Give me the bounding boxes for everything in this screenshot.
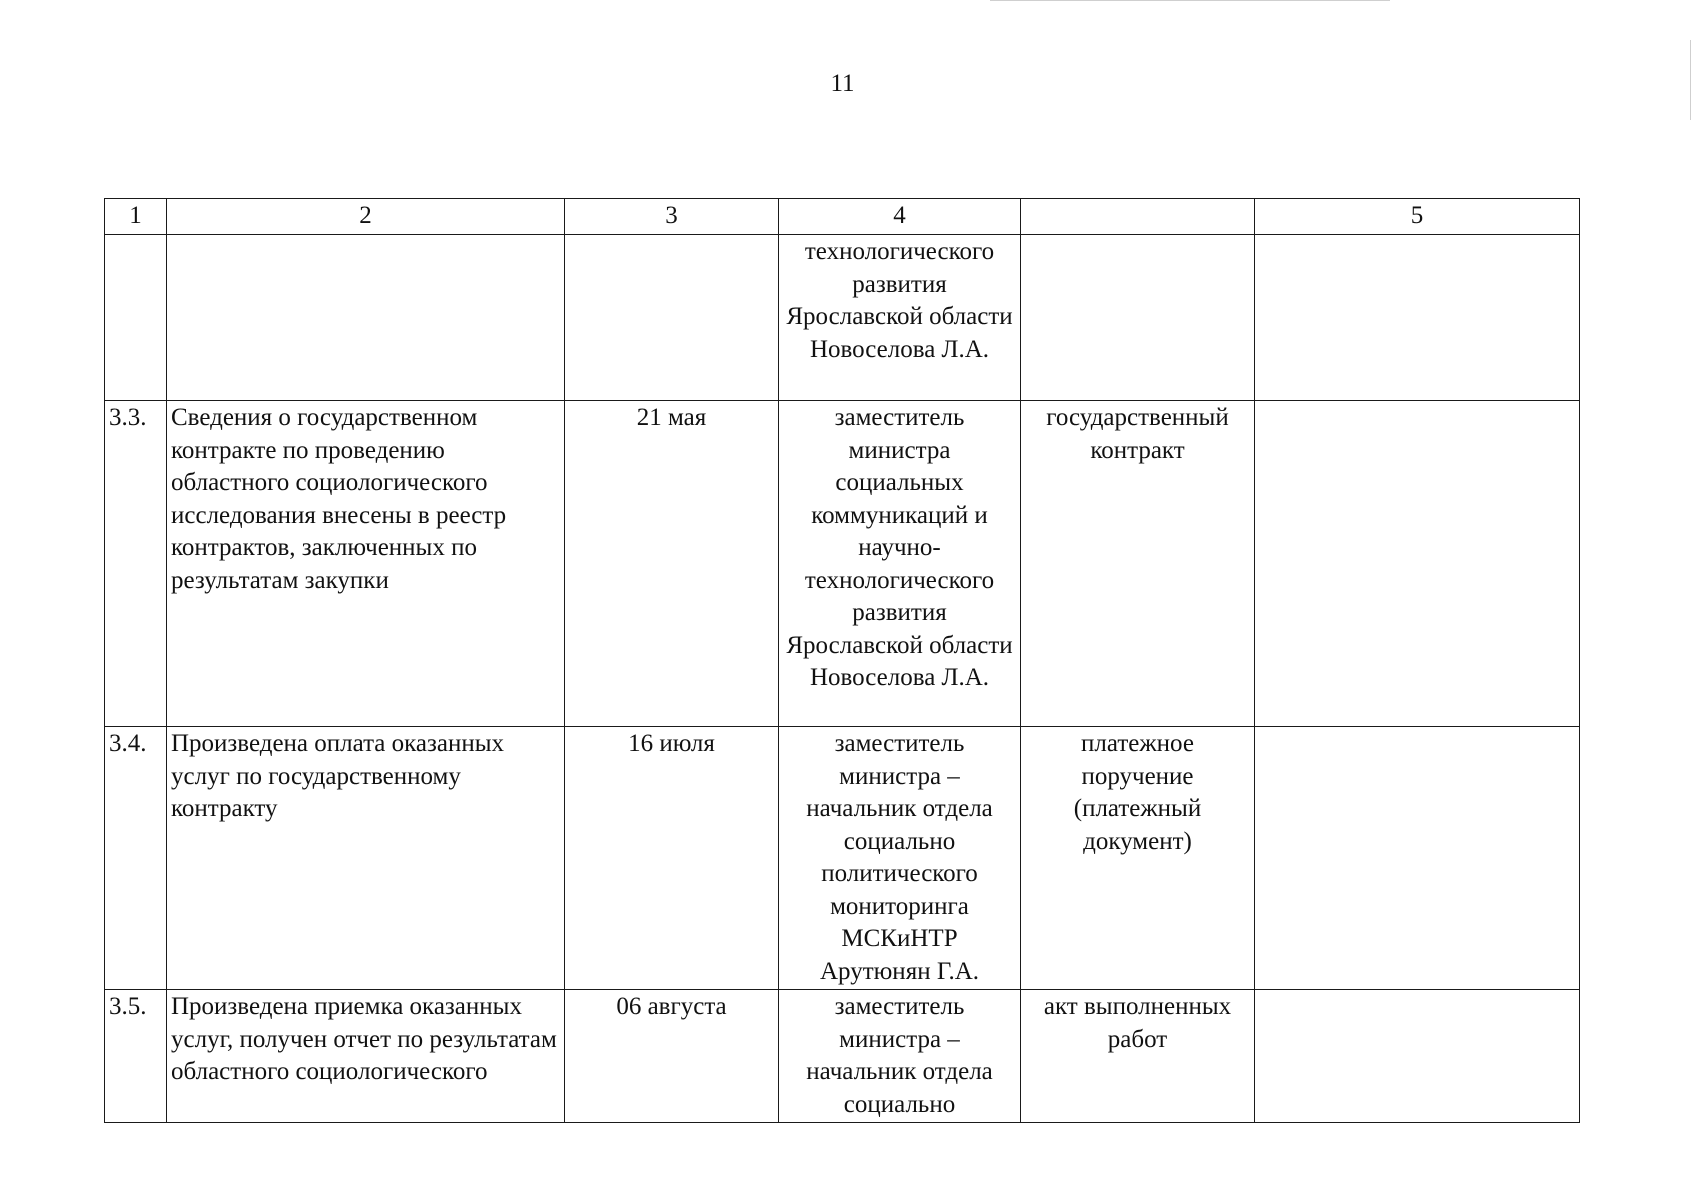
row-responsible: заместитель министра социальных коммуникаций и научно-технологического развития Ярославской области Новоселова Л.А.	[779, 401, 1021, 727]
row-date: 06 августа	[565, 990, 779, 1123]
row-note	[1255, 235, 1580, 401]
header-cell-2: 2	[167, 199, 565, 235]
table-row	[105, 401, 1580, 727]
table-row	[105, 727, 1580, 990]
header-cell-1: 1	[105, 199, 167, 235]
row-document	[1021, 235, 1255, 401]
plan-table	[104, 198, 1580, 1123]
row-document: акт выполненных работ	[1021, 990, 1255, 1123]
table-row	[105, 235, 1580, 401]
row-responsible: технологического развития Ярославской области Новоселова Л.А.	[779, 235, 1021, 401]
header-cell-empty	[1021, 199, 1255, 235]
row-number: 3.5.	[105, 990, 167, 1123]
header-cell-4: 4	[779, 199, 1021, 235]
table-row	[105, 990, 1580, 1123]
page-number: 11	[830, 70, 855, 97]
row-responsible: заместитель министра – начальник отдела социально политического мониторинга МСКиНТР Арутюнян Г.А.	[779, 727, 1021, 990]
row-note	[1255, 727, 1580, 990]
row-date: 21 мая	[565, 401, 779, 727]
row-note	[1255, 990, 1580, 1123]
row-number: 3.4.	[105, 727, 167, 990]
row-date	[565, 235, 779, 401]
row-responsible: заместитель министра – начальник отдела социально	[779, 990, 1021, 1123]
row-document: государственный контракт	[1021, 401, 1255, 727]
table-header-row	[105, 199, 1580, 235]
row-description	[167, 235, 565, 401]
row-number	[105, 235, 167, 401]
row-description: Сведения о государственном контракте по проведению областного социологического исследования внесены в реестр контрактов, заключенных по результатам закупки	[167, 401, 565, 727]
header-cell-5: 5	[1255, 199, 1580, 235]
row-number: 3.3.	[105, 401, 167, 727]
row-date: 16 июля	[565, 727, 779, 990]
scan-edge-mark	[1690, 40, 1691, 120]
scan-edge-mark	[990, 0, 1390, 1]
row-document: платежное поручение (платежный документ)	[1021, 727, 1255, 990]
row-description: Произведена оплата оказанных услуг по государственному контракту	[167, 727, 565, 990]
row-note	[1255, 401, 1580, 727]
row-description: Произведена приемка оказанных услуг, получен отчет по результатам областного социологического	[167, 990, 565, 1123]
header-cell-3: 3	[565, 199, 779, 235]
